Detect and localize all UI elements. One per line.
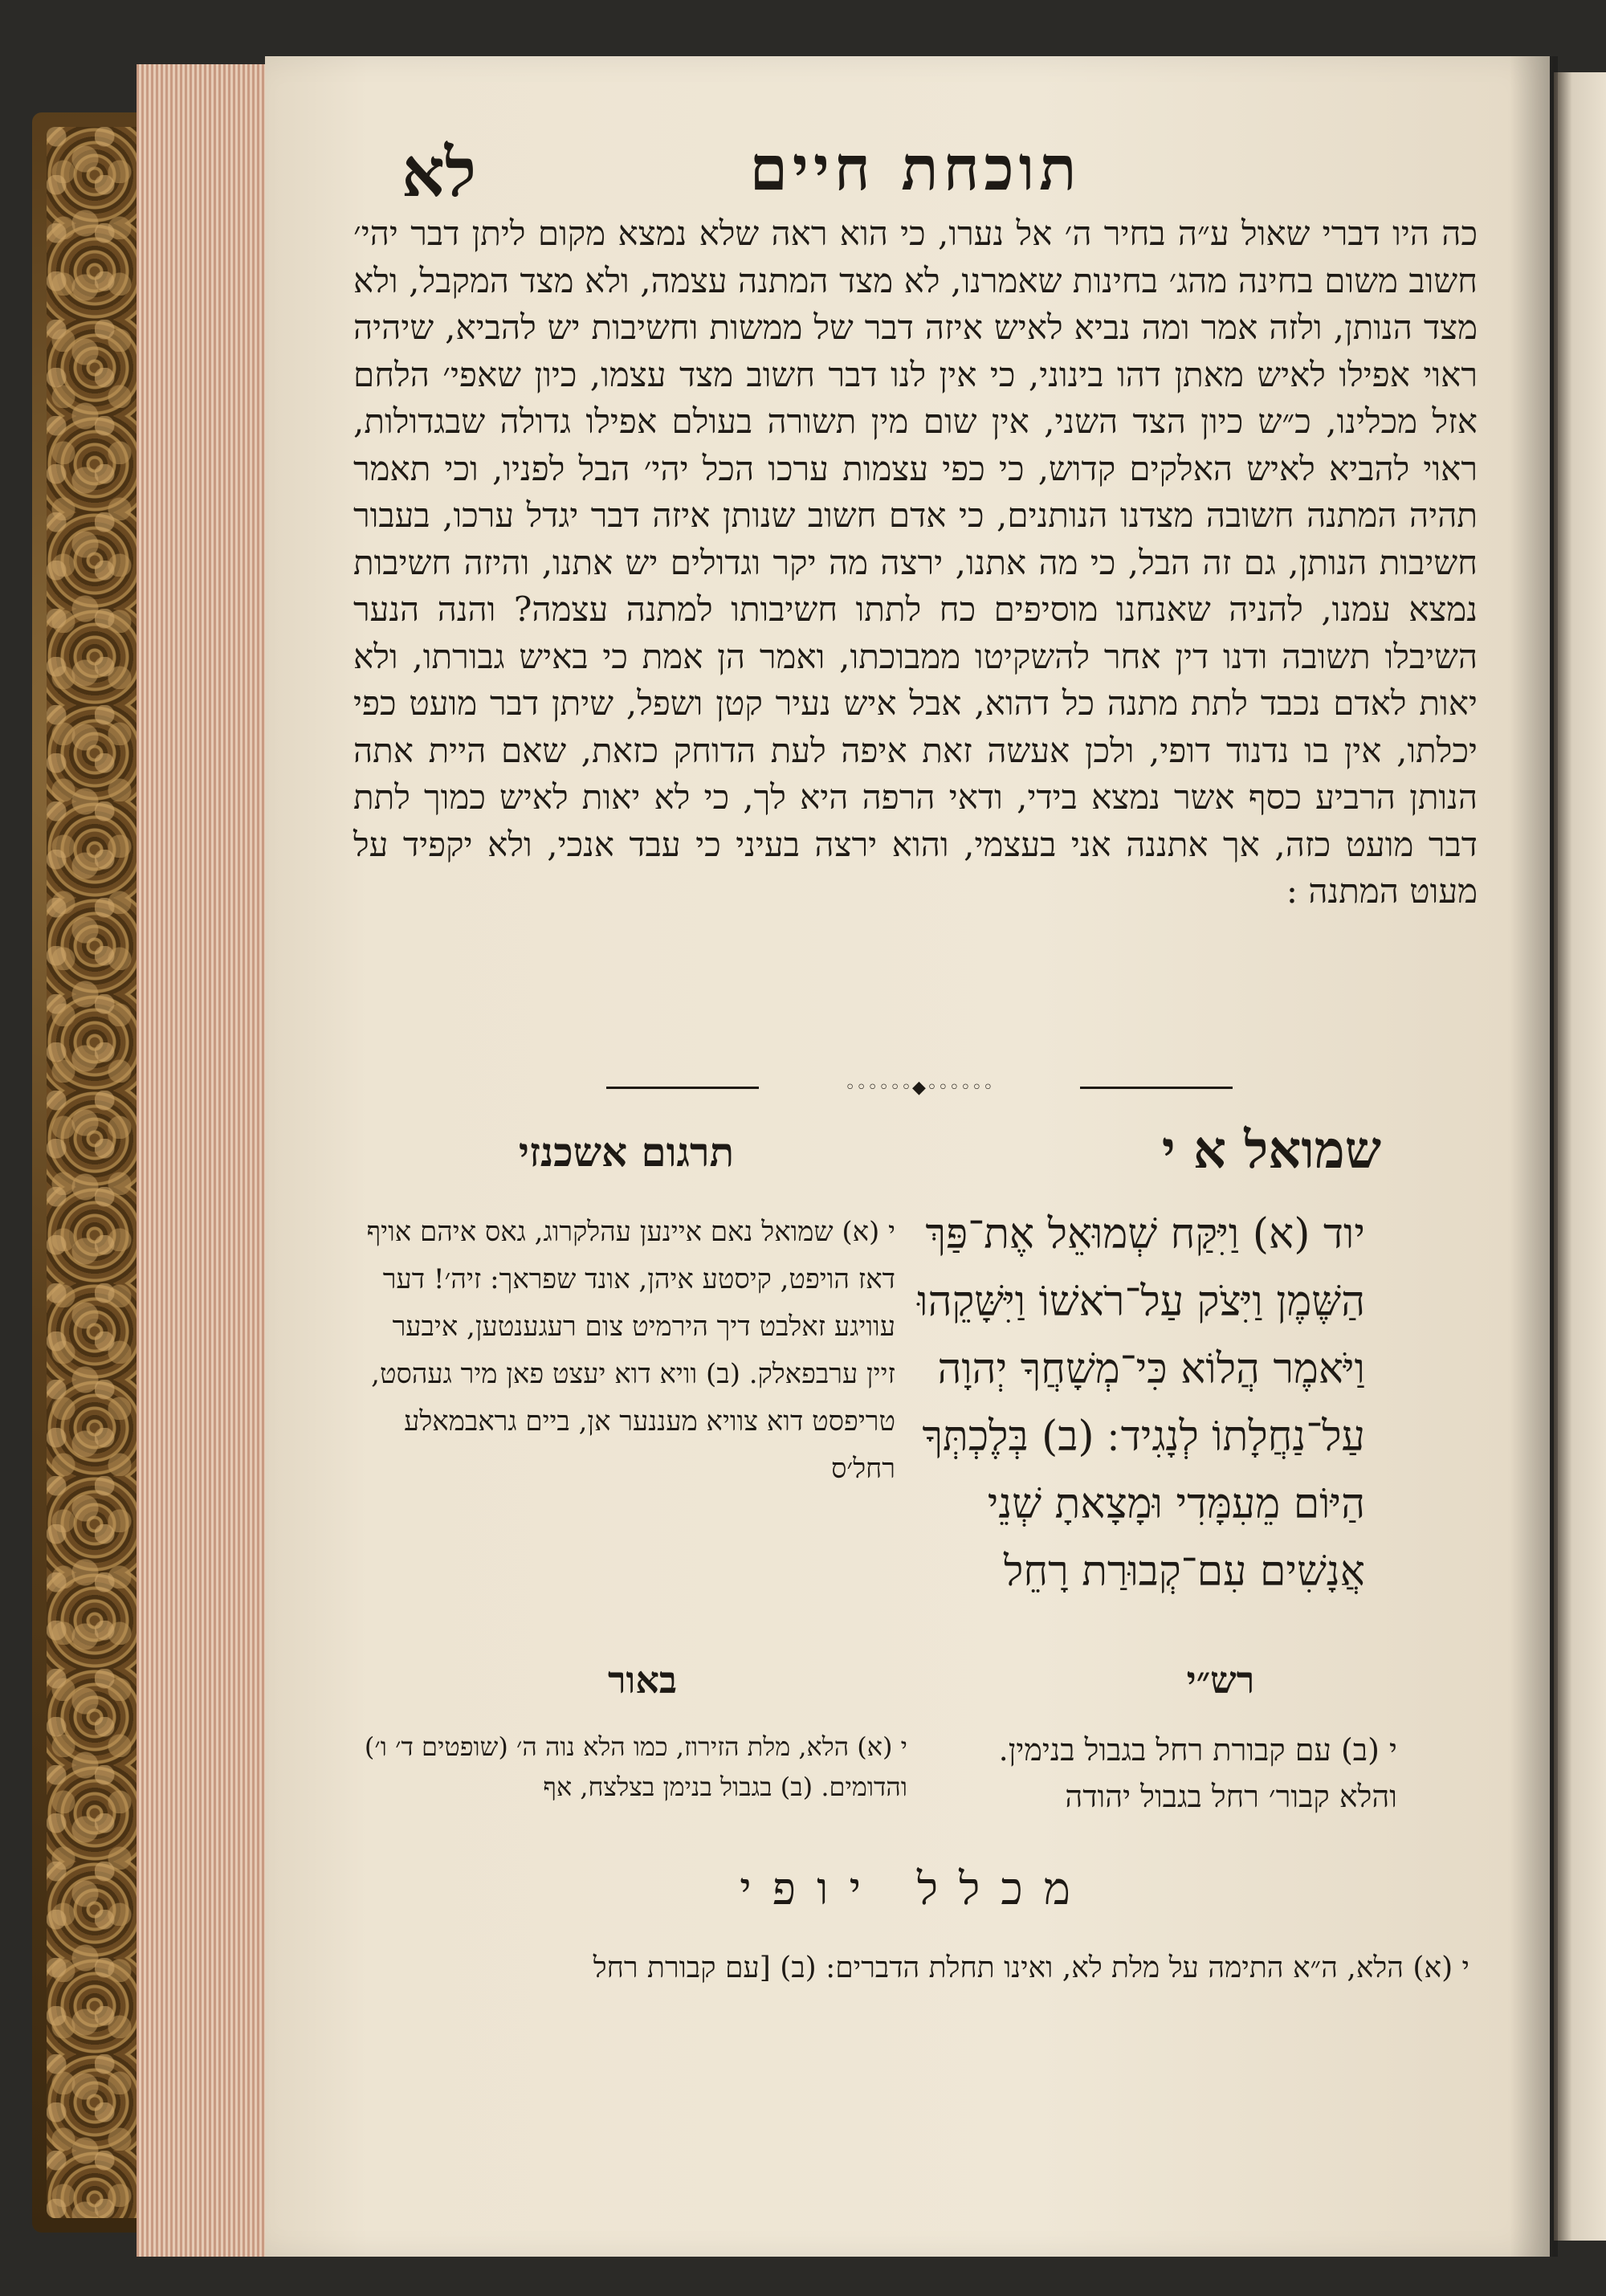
rashi-title: רש״י bbox=[1186, 1658, 1255, 1702]
commentary-paragraph: כה היו דברי שאול ע״ה בחיר ה׳ אל נערו, כי הוא ראה שלא נמצא מקום ליתן דבר יהי׳ חשוב משום בחינה מהג׳ בחינות שאמרנו, לא מצד המתנה עצמה, ולא מצד המקבל, ולא מצד הנותן, ולזה אמר ומה נביא לאיש איזה דבר של ממשות וחשיבות יש להביא, שיהיה ראוי אפילו לאיש מאתן דהו בינוני, כי אין לנו דבר חשוב מצד עצמו, כיון שאפי׳ הלחם אזל מכלינו, כ״ש כיון הצד השני, אין שום מין תשורה בעולם אפילו גדולה שבגדולות, ראוי להביא לאיש האלקים קדוש, כי כפי עצמות ערכו הכל יהי׳ הבל לפניו, וכי תאמר תהיה המתנה חשובה מצדנו הנותנים, כי אדם חשוב שנותן איזה דבר יגדל ערכו, בעבור חשיבות הנותן, גם זה הבל, כי מה אתנו, ירצה מה יקר וגדולים יש אתנו, והיזה חשיבות נמצא עמנו, להניה שאנחנו מוסיפים כח לתתו חשיבותו למתנה עצמה? והנה הנער השיבלו תשובה ודנו דין אחר להשקיטו ממבוכתו, ואמר הן אמת כי באיש גבורתו, ולא יאות לאדם נכבד לתת מתנה כל דהוא, אבל איש נעיר קטן ושפל, שיתן דבר מועט כפי יכלתו, אין בו נדנוד דופי, ולכן אעשה זאת איפה לעת הדוחק כזאת, שאם היית אתה הנותן הרביע כסף אשר נמצא בידי, ודאי הרפה היא לך, כי לא יאות לאיש כמוך לתת דבר מועט כזה, אך אתננה אני בעצמי, והוא ירצה בעיני כי עבד אנכי, ולא יקפיד על מעוט המתנה : bbox=[353, 214, 1478, 911]
divider-line-left bbox=[606, 1087, 759, 1089]
gutter-shadow bbox=[1510, 56, 1558, 2257]
mikhlal-yofi-title: מכלל יופי bbox=[740, 1863, 1091, 1915]
divider-line-right bbox=[1080, 1087, 1233, 1089]
ornamental-divider bbox=[606, 1076, 1233, 1100]
running-header-title: תוכחת חיים bbox=[749, 133, 1082, 204]
rashi-text: י (ב) עם קבורת רחל בגבול בנימין. והלא קבור׳ רחל בגבול יהודה bbox=[998, 1732, 1397, 1814]
bible-verse-text: יוד (א) וַיִּקַּח שְׁמוּאֵל אֶת־פַּךְ הַשֶּׁמֶן וַיִּצֹק עַל־רֹאשׁוֹ וַיִּשָּׁקֵהוּ וַיֹּאמֶר הֲלוֹא כִּי־מְשָׁחֲךָ יְהוָה עַל־נַחֲלָתוֹ לְנָגִיד ׃ (ב) בְּלֶכְתְּךָ הַיּוֹם מֵעִמָּדִי וּמָצָאתָ שְׁנֵי אֲנָשִׁים עִם־קְבוּרַת רָחֵל bbox=[917, 1210, 1365, 1596]
page-number: לא bbox=[402, 133, 477, 212]
divider-ornament: ◦◦◦◦◦◦◆◦◦◦◦◦◦ bbox=[845, 1078, 994, 1098]
facing-page-edge bbox=[1554, 72, 1606, 2241]
targum-text: י (א) שמואל נאם איינען עהלקרוג, גאס איהם אויף דאז הויפט, קיסטע איהן, אונד שפראך: זיה׳! דער עוויגע זאלבט דיך הירמיט צום רעגענטען, איבער זיין ערבפאלק. (ב) וויא דוא יעצט פאן מיר געהסט, טריפסט דוא צוויא מעננער אן, ביים גראבמאלע רחל׳ס bbox=[366, 1216, 895, 1485]
bible-book-title: שמואל א י bbox=[1161, 1120, 1381, 1181]
biur-title: באור bbox=[607, 1658, 678, 1702]
targum-title: תרגום אשכנזי bbox=[518, 1128, 735, 1176]
mikhlal-yofi-text: י (א) הלא, ה״א התימה על מלת לא, ואינו תחלת הדברים: (ב) [עם קבורת רחל bbox=[593, 1951, 1469, 1984]
biur-text: י (א) הלא, מלת הזירוז, כמו הלא נוה ה׳ (שופטים ד׳ ו׳) והדומים. (ב) בגבול בנימן בצלצח, אף bbox=[364, 1731, 907, 1802]
page-edges bbox=[137, 64, 281, 2257]
